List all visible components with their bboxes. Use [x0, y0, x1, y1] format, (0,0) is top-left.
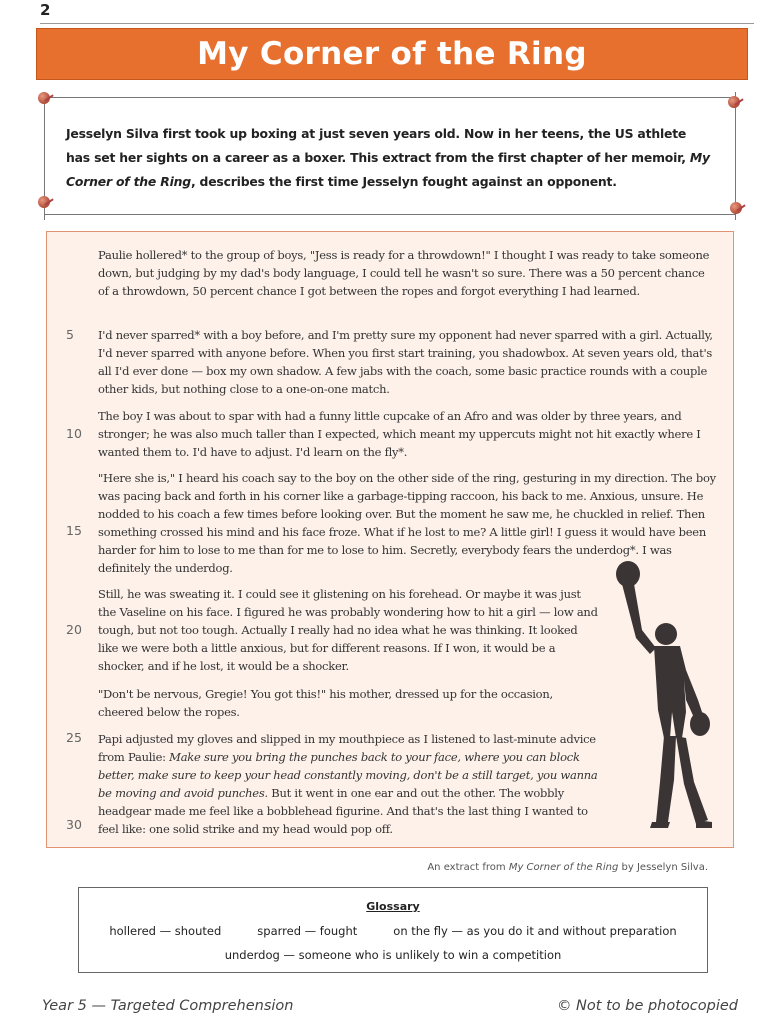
extract-paragraph: "Don't be nervous, Gregie! You got this!" his mother, dressed up for the occasion, cheered below the ropes. — [98, 687, 553, 719]
page-title: My Corner of the Ring — [197, 36, 587, 72]
extract-paragraph: Still, he was sweating it. I could see it glistening on his forehead. Or maybe it was just the Vaseline on his face. I figured he was probably wondering how to hit a girl — low and tough, but not too tough. Actually I really had no idea what he was thinking. It looked like we were both a little anxious, but for different reasons. If I won, it would be a shocker, and if he lost, it would be a shocker. — [98, 587, 598, 673]
intro-box — [44, 97, 736, 215]
glossary-entry-hollered: hollered — shouted — [109, 924, 222, 938]
caption-suffix: by Jesselyn Silva. — [618, 862, 708, 873]
line-number: 10 — [66, 426, 82, 441]
extract-paragraph: Paulie hollered* to the group of boys, "Jess is ready for a throwdown!" I thought I was ready to take someone down, but judging by my dad's body language, I could tell he wasn't so sure. There was a 50 percent chance of a throwdown, 50 percent chance I got between the ropes and forgot everything I had learned. — [98, 248, 710, 298]
paragraph-text-after: But it went in one ear and out the other. The wobbly headgear made me feel like a bobblehead figurine. And that's the last thing I wanted to feel like: one solid strike and my head would pop off. — [98, 786, 588, 836]
page-number: 2 — [40, 1, 51, 19]
intro-text — [66, 122, 712, 194]
footer-right: © Not to be photocopied — [556, 998, 738, 1014]
glossary-entry-sparred: sparred — fought — [257, 924, 358, 938]
paragraph-italic-advice: Make sure you bring the punches back to your face, where you can block better, make sure to keep your head constantly moving, don't be a still target, you wanna be moving and avoid punches. — [98, 750, 598, 800]
line-number: 25 — [66, 730, 82, 745]
pin-icon — [730, 202, 742, 214]
pin-icon — [38, 92, 50, 104]
caption-prefix: An extract from — [427, 862, 509, 873]
extract-paragraph: "Here she is," I heard his coach say to the boy on the other side of the ring, gesturing in my direction. The boy was pacing back and forth in his corner like a garbage-tipping raccoon, his back to me. Anxious, unsure. He nodded to his coach a few times before looking over. But the moment he saw me, he chuckled in relief. Then something crossed his mind and his face froze. What if he lost to me? A little girl! I guess it would have been harder for him to lose to me than for me to lose to him. Secretly, everybody fears the underdog*. I was definitely the underdog. — [98, 471, 716, 575]
boxer-silhouette — [612, 560, 722, 834]
paragraph-text: Papi adjusted my gloves and slipped in my mouthpiece as I listened to last-minute advice from Paulie: — [98, 732, 596, 764]
title-banner — [36, 28, 748, 80]
glossary-row — [79, 924, 707, 938]
extract-paragraph: I'd never sparred* with a boy before, and I'm pretty sure my opponent had never sparred with a girl. Actually, I'd never sparred with anyone before. When you first start training, you shadowbox. At seven years old, that's all I'd ever done — box my own shadow. A few jabs with the coach, some basic practice rounds with a couple other kids, but nothing close to a one-on-one match. — [98, 328, 713, 396]
pin-icon — [728, 96, 740, 108]
glossary-box — [78, 887, 708, 973]
caption-book-title: My Corner of the Ring — [508, 862, 619, 873]
intro-book-title: My Corner of the Ring — [66, 150, 710, 189]
line-number: 30 — [66, 817, 82, 832]
line-number: 20 — [66, 622, 82, 637]
footer-left: Year 5 — Targeted Comprehension — [42, 998, 294, 1014]
glossary-row — [79, 948, 707, 962]
extract-paragraph — [98, 730, 598, 838]
line-number: 15 — [66, 523, 82, 538]
pin-icon — [38, 196, 50, 208]
glossary-entry-underdog: underdog — someone who is unlikely to win a competition — [224, 948, 562, 962]
extract-paragraph: The boy I was about to spar with had a funny little cupcake of an Afro and was older by three years, and stronger; he was also much taller than I expected, which meant my uppercuts might not hit exactly where I wanted them to. I'd have to adjust. I'd learn on the fly*. — [98, 409, 701, 459]
header-rule — [40, 23, 754, 24]
intro-part-1: Jesselyn Silva first took up boxing at just seven years old. Now in her teens, the US athlete has set her sights on a career as a boxer. This extract from the first chapter of her memoir, — [66, 126, 690, 165]
intro-part-2: , describes the first time Jesselyn fought against an opponent. — [190, 174, 617, 189]
line-number: 5 — [66, 327, 74, 342]
extract-caption — [427, 862, 708, 873]
glossary-entry-on-the-fly: on the fly — as you do it and without preparation — [393, 924, 677, 938]
glossary-heading: Glossary — [366, 900, 420, 913]
